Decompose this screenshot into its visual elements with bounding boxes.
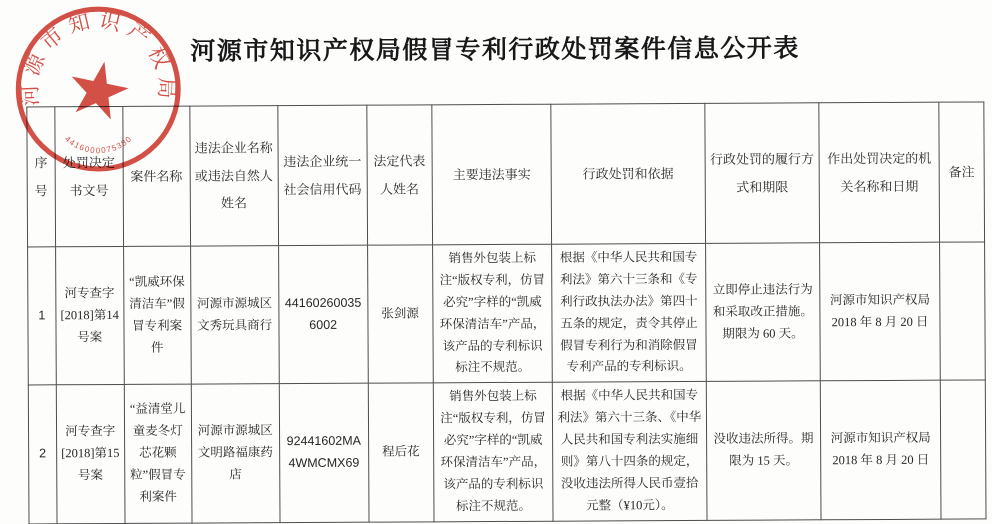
header-row [27, 102, 985, 247]
cell-remark [940, 380, 986, 518]
cell-case-name: “凯威环保清洁车”假冒专利案件 [123, 246, 191, 385]
col-header-legal-rep: 法定代表人姓名 [367, 105, 433, 245]
cell-agency [821, 380, 941, 519]
agency-name: 河源市知识产权局 [829, 292, 931, 308]
agency-name: 河源市知识产权局 [830, 430, 931, 446]
cell-legal-rep: 张剑源 [367, 245, 433, 384]
penalty-table [26, 101, 986, 524]
col-header-case-name: 案件名称 [123, 106, 191, 246]
cell-doc-no: 河专查字[2018]第15 号案 [56, 385, 125, 524]
seal-agency-text: 河源市知识产权局 [17, 7, 179, 107]
col-header-entity-name: 违法企业名称或违法自然人姓名 [190, 106, 279, 246]
col-header-doc-no: 处罚决定书文号 [55, 106, 124, 246]
cell-remark [940, 242, 986, 380]
cell-agency [820, 242, 940, 381]
table-row [28, 380, 986, 523]
col-header-remark: 备注 [939, 102, 985, 242]
cell-fulfillment: 立即停止违法行为和采取改正措施。期限为 60 天。 [705, 243, 821, 382]
cell-seq: 2 [28, 385, 56, 523]
cell-facts: 销售外包装上标注“版权专利，仿冒必究”字样的“凯威环保清洁车”产品，该产品的专利标识标注不规范。 [433, 382, 553, 521]
cell-entity-name: 河源市源城区文明路福康药店 [191, 384, 280, 523]
cell-penalty-basis: 根据《中华人民共和国专利法》第六十三条和《专利行政执法办法》第四十五条的规定，责令其停止假冒专利行为和消除假冒专利产品的专利标识。 [552, 243, 706, 382]
cell-fulfillment: 没收违法所得。期限为 15 天。 [706, 381, 822, 520]
cell-seq: 1 [28, 247, 56, 385]
cell-credit-code: 92441602MA4WMCMX69 [279, 383, 369, 522]
col-header-fulfillment: 行政处罚的履行方式和期限 [704, 103, 820, 244]
cell-entity-name: 河源市源城区文秀玩具商行 [190, 246, 279, 385]
col-header-credit-code: 违法企业统一社会信用代码 [278, 105, 368, 245]
col-header-seq: 序号 [27, 107, 55, 247]
cell-facts: 销售外包装上标注“版权专利，仿冒必究”字样的“凯威环保清洁车”产品，该产品的专利标识标注不规范。 [432, 244, 552, 383]
seal-code-text: 4416000075380 [63, 134, 134, 156]
page-title: 河源市知识产权局假冒专利行政处罚案件信息公开表 [190, 35, 800, 66]
col-header-penalty-basis: 行政处罚和依据 [551, 103, 705, 244]
table-row [28, 242, 986, 385]
col-header-facts: 主要违法事实 [432, 104, 552, 245]
cell-legal-rep: 程后花 [368, 383, 434, 522]
cell-doc-no: 河专查字[2018]第14 号案 [55, 246, 124, 385]
cell-penalty-basis: 根据《中华人民共和国专利法》第六十三条、《中华人民共和国专利法实施细则》第八十四条的规定，没收违法所得人民币壹拾元整（¥10元）。 [553, 382, 707, 521]
agency-date: 2018 年 8 月 20 日 [831, 314, 929, 329]
col-header-agency: 作出处罚决定的机关名称和日期 [819, 102, 939, 243]
cell-case-name: “益清堂儿童麦冬灯芯花颗粒”假冒专利案件 [124, 384, 192, 523]
agency-date: 2018 年 8 月 20 日 [832, 452, 930, 468]
cell-credit-code: 441602600356002 [278, 245, 368, 384]
